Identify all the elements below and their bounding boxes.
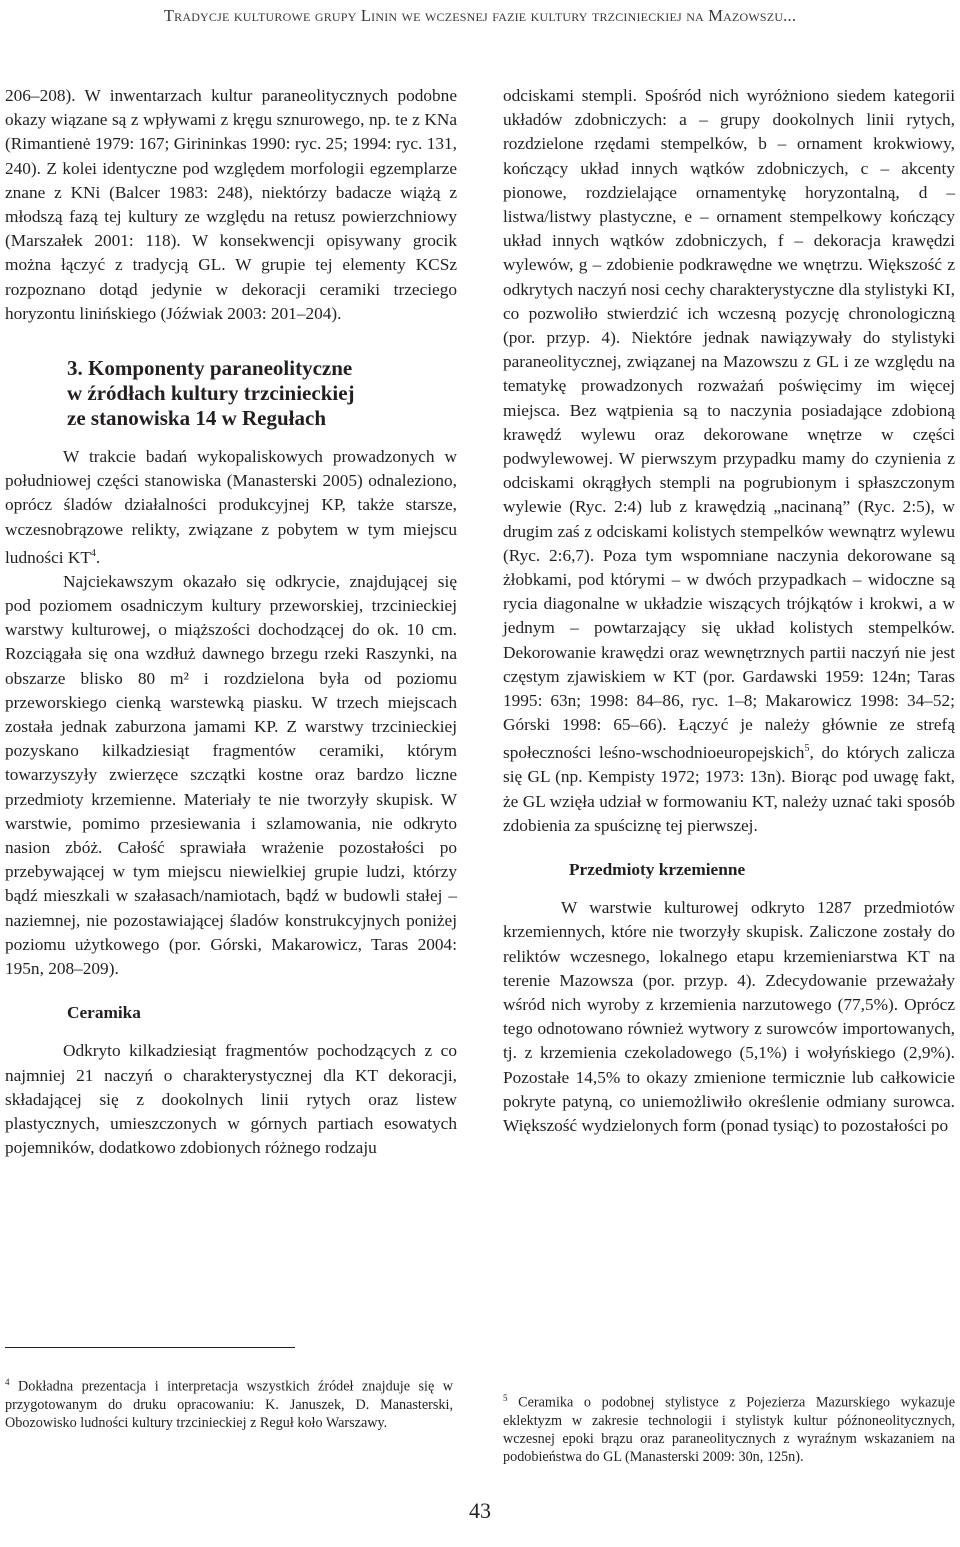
paragraph-left-3: Najciekawszym okazało się odkrycie, znajdującej się pod poziomem osadniczym kultury przeworskiej, trzcinieckiej warstwy kulturowej, o miąższości dochodzącej do ok. 10 cm. Rozciągała się ona wzdłuż dawnego brzegu rzeki Raszynki, na obszarze blisko 80 m² i rozdzielona była od poziomu przeworskiego cienką warstewką piasku. W trzech miejscach została jednak zaburzona jamami KP. Z warstwy trzcinieckiej pozyskano kilkadziesiąt fragmentów ceramiki, którym towarzyszyły zwierzęce szczątki kostne oraz bardzo liczne przedmioty krzemienne. Materiały te nie tworzyły skupisk. W warstwie, pomimo przesiewania i szlamowania, nie odkryto nasion zbóż. Całość sprawiała wrażenie pozostałości po przebywającej w tym miejscu niewielkiej grupie ludzi, którzy bądź mieszkali w szałasach/namiotach, bądź w budowli stałej – naziemnej, nie pozostawiającej śladów konstrukcyjnych poniżej poziomu użytkowego (por. Górski, Makarowicz, Taras 2004: 195n, 208–209). [5,571,457,979]
paragraph-left-2-text: W trakcie badań wykopaliskowych prowadzonych w południowej części stanowiska (Manasterski 2005) odnaleziono, oprócz śladów działalności produkcyjnej KP, także starsze, wczesnobrązowe relikty, związane z pobytem w tym miejscu ludności KT [5,447,457,567]
running-header: Tradycje kulturowe grupy Linin we wczesnej fazie kultury trzcinieckiej na Mazowszu... [163,6,797,25]
paragraph-left-1: 206–208). W inwentarzach kultur paraneolitycznych podobne okazy wiązane są z wpływami z kręgu sznurowego, np. te z KNa (Rimantienė 1979: 167; Girininkas 1990: ryc. 25; 1994: ryc. 131, 240). Z kolei identyczne pod względem morfologii egzemplarze znane z KNi (Balcer 1983: 248), niektórzy badacze wiążą z młodszą fazą tej kultury ze względu na retusz powierzchniowy (Marszałek 2001: 118). W konsekwencji opisywany grocik można łączyć z tradycją GL. W grupie tej elementy KCSz rozpoznano dotąd jedynie w dekoracji ceramiki trzeciego horyzontu linińskiego (Jóźwiak 2003: 201–204). [5,86,457,323]
footnote-5-text: Ceramika o podobnej stylistyce z Pojezierza Mazurskiego wykazuje eklektyzm w zakresie technologii i stylistyk kultur późnoneolitycznych, wczesnej epoki brązu oraz paraneolitycznych z wyraźnym wskazaniem na podobieństwa do GL (Manasterski 2009: 30n, 125n). [503,1394,955,1465]
paragraph-left-4: Odkryto kilkadziesiąt fragmentów pochodzących z co najmniej 21 naczyń o charakterystycznej dla KT dekoracji, składającej się z dookolnych linii rytych oraz listew plastycznych, umieszczonych w górnych partiach esowatych pojemników, dodatkowo zdobionych różnego rodzaju [5,1041,457,1158]
paragraph-right-1-text: odciskami stempli. Spośród nich wyróżniono siedem kategorii układów zdobniczych: a – grupy dookolnych linii rytych, rozdzielone rzędami stempelków, b – ornament krokwiowy, kończący układ innych wątków zdobniczych, c – akcenty pionowe, rozdzielające ornamentykę horyzontalną, d – listwa/listwy plastyczne, e – ornament stempelkowy kończący układ innych wątków zdobniczych, f – dekoracja krawędzi wylewów, g – zdobienie podkrawędne we wnętrzu. Większość z odkrytych naczyń nosi cechy charakterystyczne dla stylistyki KI, co pozwoliło stwierdzić ich wczesną pozycję chronologiczną (por. przyp. 4). Niektóre jednak nawiązywały do stylistyki paraneolitycznej, związanej na Mazowszu z GL i ze względu na tematykę prowadzonych rozważań poświęcimy im więcej miejsca. Bez wątpienia są to naczynia posiadające zdobioną krawędź wylewu oraz dekorowane wnętrze w części podwylewowej. W pierwszym przypadku mamy do czynienia z odciskami okrągłych stempli na pogrubionym i spłaszczonym wylewie (Ryc. 2:4) lub z krawędzią „nacinaną” (Ryc. 2:5), w drugim zaś z odciskami kolistych stempelków wewnątrz wylewu (Ryc. 2:6,7). Poza tym wspomniane naczynia dekorowane są żłobkami, pod którymi – w dwóch przypadkach – widoczne są rycia diagonalne w układzie wiszących trójkątów i krokwi, a w jednym – powtarzający się układ kolistych stempelków. Dekorowanie krawędzi oraz wewnętrznych partii naczyń nie jest częstym zjawiskiem w KT (por. Gardawski 1959: 124n; Taras 1995: 63n; 1998: 84–86, ryc. 1–8; Makarowicz 1998: 34–52; Górski 1998: 65–66). Łączyć je należy głównie ze strefą społeczności leśno-wschodnioeuropejskich [503,86,955,763]
footnote-5-number: 5 [503,1393,508,1403]
footnote-divider [5,1347,295,1348]
footnote-5 [503,1389,955,1466]
footnote-4 [5,1373,453,1432]
section-heading [67,356,457,431]
paragraph-right-1-end: , do których zalicza się GL (np. Kempisty 1972; 1973: 13n). Biorąc pod uwagę fakt, że GL wzięła udział w formowaniu KT, należy uznać taki sposób zdobienia za spuściznę tej pierwszej. [503,743,956,835]
left-column [5,84,457,1160]
page-number: 43 [469,1498,491,1523]
footnote-4-text: Dokładna prezentacja i interpretacja wszystkich źródeł znajduje się w przygotowanym do druku opracowaniu: K. Januszek, D. Manasterski, Obozowisko ludności kultury trzcinieckiej z Reguł koło Warszawy. [5,1378,454,1431]
section-heading-line-3: ze stanowiska 14 w Regułach [67,406,327,431]
footnote-4-number: 4 [5,1377,10,1387]
subheading-przedmioty-krzemienne: Przedmioty krzemienne [569,860,746,880]
paragraph-right-2: W warstwie kulturowej odkryto 1287 przedmiotów krzemiennych, które nie tworzyły skupisk. Zaliczone zostały do reliktów wczesnego, lokalnego etapu krzemieniarstwa KT na terenie Mazowsza (por. przyp. 4). Zdecydowanie przeważały wśród nich wyroby z krzemienia narzutowego (77,5%). Oprócz tego odnotowano również wytwory z surowców importowanych, tj. z krzemienia czekoladowego (5,1%) i wołyńskiego (2,9%). Pozostałe 14,5% to okazy zmienione termicznie lub całkowicie pokryte patyną, co uniemożliwiło określenie odmiany surowca. Większość wydzielonych form (ponad tysiąc) to pozostałości po [503,898,955,1136]
subheading-ceramika: Ceramika [67,1003,141,1023]
paragraph-left-2-end: . [95,547,101,567]
footnote-ref-4[interactable]: 4 [90,547,96,559]
footnote-ref-5[interactable]: 5 [804,743,810,755]
paragraph-left-2 [5,445,457,570]
section-heading-line-2: w źródłach kultury trzcinieckiej [67,381,355,406]
section-heading-line-1: 3. Komponenty paraneolityczne [67,356,353,381]
right-column [503,84,955,1138]
paragraph-right-1 [503,84,955,838]
